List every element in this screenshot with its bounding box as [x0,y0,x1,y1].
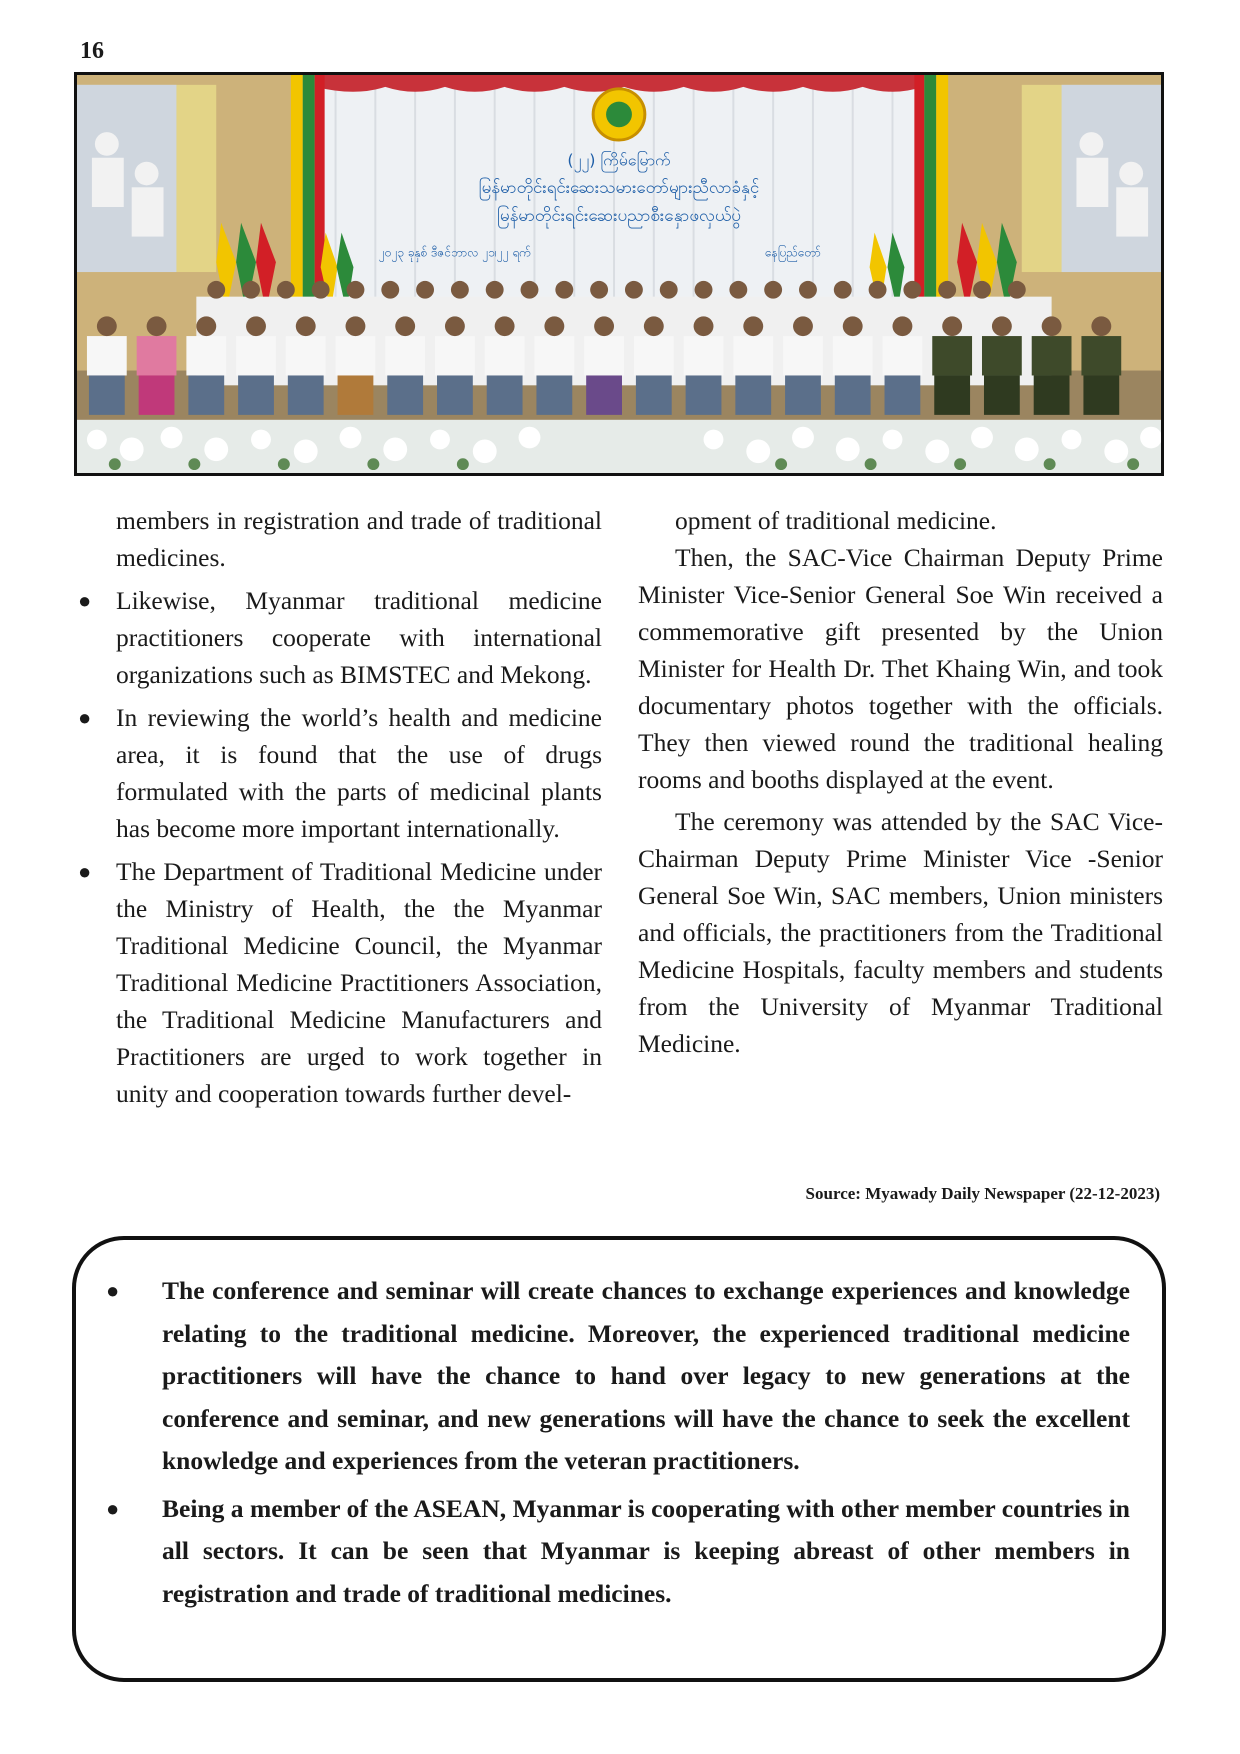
list-item [78,699,602,847]
banner-place: နေပြည်တော် [765,245,822,260]
bullet-text: Likewise, Myanmar traditional medicine practitioners cooperate with international organizations such as BIMSTEC and Mekong. [116,586,602,689]
summary-text: Being a member of the ASEAN, Myanmar is cooperating with other member countries in all sectors. It can be seen that Myanmar is keeping abreast of other members in registration and trade of traditional medicines. [162,1493,1130,1608]
summary-bullet-list [104,1270,1130,1615]
left-column [78,502,602,1118]
bullet-text: In reviewing the world’s health and medicine area, it is found that the use of drugs formulated with the parts of medicinal plants has become more important internationally. [116,703,602,843]
bullet-icon: ● [106,1495,120,1521]
left-continuation-text: members in registration and trade of traditional medicines. [116,506,602,572]
right-column [638,502,1163,1067]
paragraph: The ceremony was attended by the SAC Vice-Chairman Deputy Prime Minister Vice -Senior General Soe Win, SAC members, Union ministers and officials, the practitioners from the Traditional Medicine Hospitals, faculty members and students from the University of Myanmar Traditional Medicine. [638,807,1163,1058]
bullet-text: The Department of Traditional Medicine under the Ministry of Health, the the Myanmar Traditional Medicine Council, the Myanmar Traditional Medicine Practitioners Association, the Traditional Medicine Manufacturers and Practitioners are urged to work together in unity and cooperation towards further devel- [116,857,602,1108]
bullet-icon: ● [106,1278,120,1303]
source-citation: Source: Myawady Daily Newspaper (22-12-2023) [805,1184,1160,1203]
right-continuation-text: opment of traditional medicine. [675,506,997,535]
left-bullet-list [78,582,602,1112]
bullet-icon: ● [78,588,92,613]
summary-box [72,1236,1166,1682]
list-item [104,1270,1130,1483]
bullet-icon: ● [78,859,92,884]
list-item [78,582,602,693]
group-photo [74,72,1164,476]
page-number: 16 [80,38,104,64]
group-photo-illustration [77,75,1161,473]
banner-line-3: မြန်မာတိုင်းရင်းဆေးပညာစီးနှောဖလှယ်ပွဲ [497,204,741,225]
list-item [78,853,602,1112]
banner-line-1: (၂၂) ကြိမ်မြောက် [567,150,671,170]
banner-line-2: မြန်မာတိုင်းရင်းဆေးသမားတော်များညီလာခံနှင့် [478,177,760,198]
summary-text: The conference and seminar will create chances to exchange experiences and knowledge relating to the traditional medicine. Moreover, the experienced traditional medicine practitioners will have the chance to hand over legacy to new generations at the conference and seminar, and new generations will have the chance to seek the excellent knowledge and experiences from the veteran practitioners. [162,1276,1130,1475]
bullet-icon: ● [78,705,92,730]
list-item [104,1488,1130,1616]
paragraph: Then, the SAC-Vice Chairman Deputy Prime Minister Vice-Senior General Soe Win received a commemorative gift presented by the Union Minister for Health Dr. Thet Khaing Win, and took documentary photos together with the officials. They then viewed round the traditional healing rooms and booths displayed at the event. [638,543,1163,794]
banner-date: ၂၀၂၃ ခုနှစ် ဒီဇင်ဘာလ ၂၁၊၂၂ ရက် [378,245,531,260]
